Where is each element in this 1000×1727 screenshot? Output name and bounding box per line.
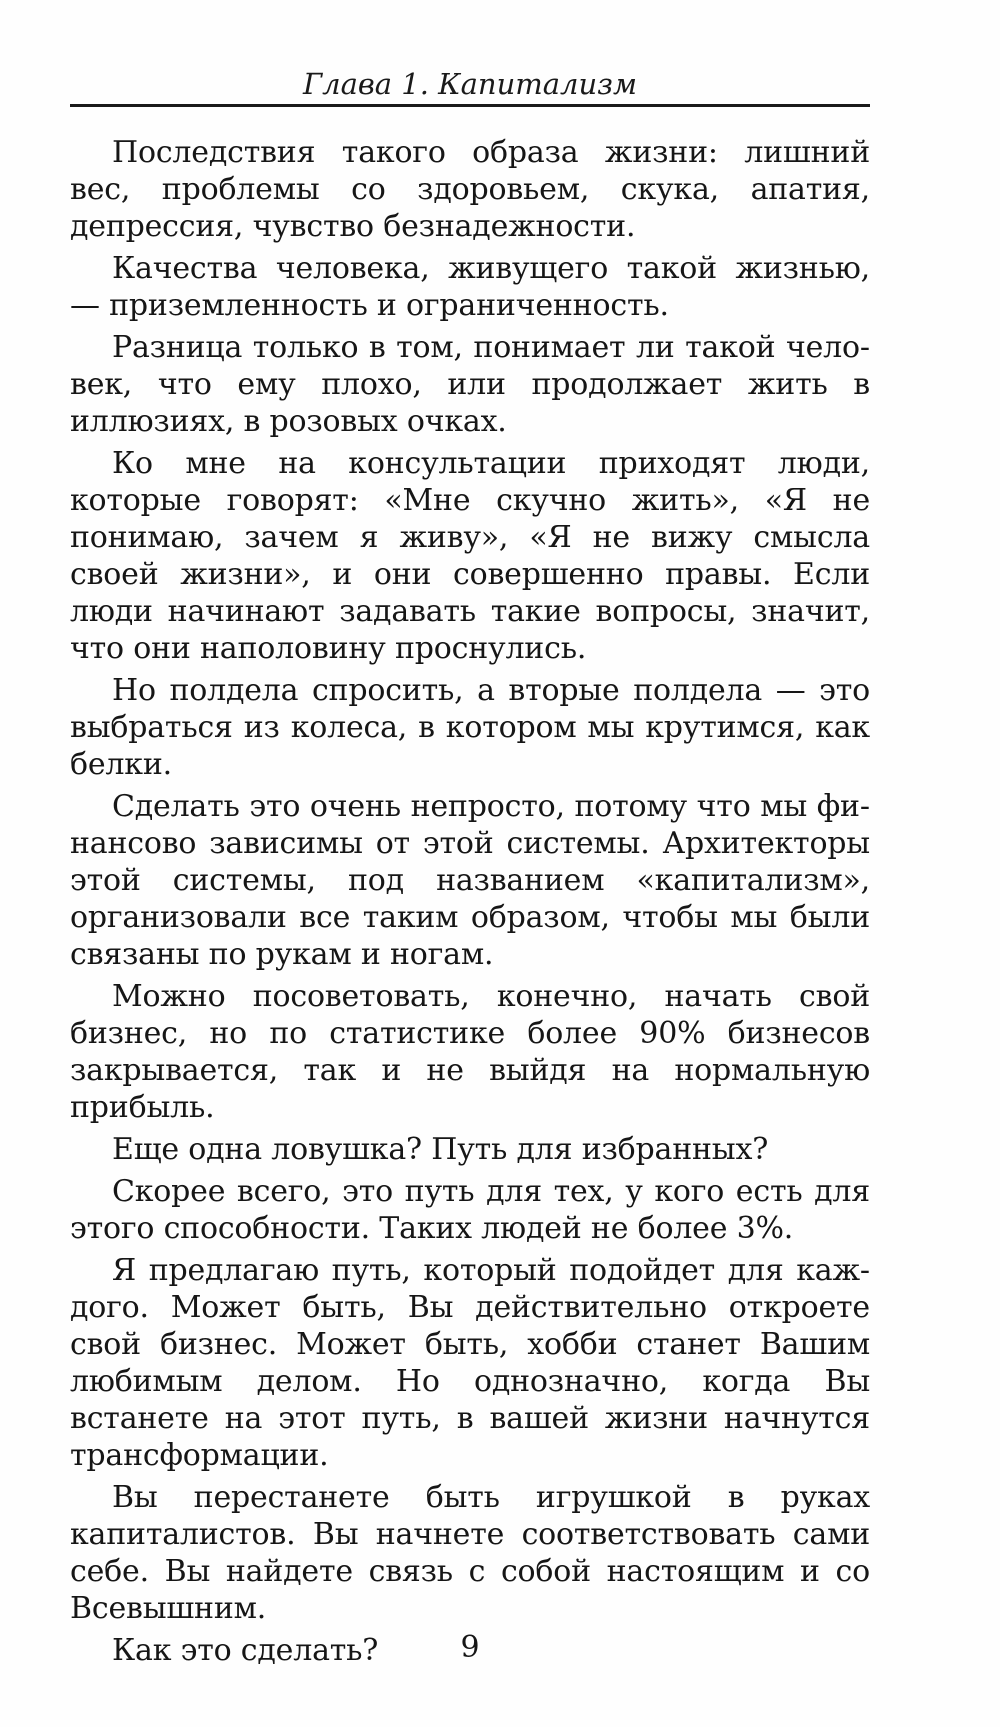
body-text xyxy=(70,134,870,1674)
paragraph: Сделать это очень непросто, потому что мы финансово зависимы от этой системы. Архитекторы этой системы, под названием «капитализм», организовали все таким образом, чтобы мы были связаны по рукам и ногам. xyxy=(70,789,870,972)
page-number: 9 xyxy=(460,1630,480,1665)
paragraph: Разница только в том, понимает ли такой человек, что ему плохо, или продолжает жить в иллюзиях, в розовых очках. xyxy=(70,330,870,439)
paragraph: Вы перестанете быть игрушкой в руках капиталистов. Вы начнете соответствовать сами себе. Вы найдете связь с собой настоящим и со Всевышним. xyxy=(70,1480,870,1626)
paragraph: Я предлагаю путь, который подойдет для каждого. Может быть, Вы действительно откроете свой бизнес. Может быть, хобби станет Вашим любимым делом. Но однозначно, когда Вы встанете на этот путь, в вашей жизни начнутся трансформации. xyxy=(70,1253,870,1473)
paragraph: Последствия такого образа жизни: лишний вес, проблемы со здоровьем, скука, апатия, депрессия, чувство безнадежности. xyxy=(70,135,870,244)
chapter-header: Глава 1. Капитализм xyxy=(302,67,638,101)
header-divider xyxy=(70,104,870,107)
paragraph: Ко мне на консультации приходят люди, которые говорят: «Мне скучно жить», «Я не понимаю, зачем я живу», «Я не вижу смысла своей жизни», и они совершенно правы. Если люди начинают задавать такие вопросы, значит, что они наполовину проснулись. xyxy=(70,446,870,666)
paragraph: Еще одна ловушка? Путь для избранных? xyxy=(112,1132,769,1167)
paragraph: Можно посоветовать, конечно, начать свой бизнес, но по статистике более 90% бизнесов закрывается, так и не выйдя на нормальную прибыль. xyxy=(70,979,870,1125)
paragraph: Качества человека, живущего такой жизнью, — приземленность и ограниченность. xyxy=(70,251,870,323)
paragraph: Как это сделать? xyxy=(112,1633,379,1668)
paragraph: Но полдела спросить, а вторые полдела — это выбраться из колеса, в котором мы крутимся, как белки. xyxy=(70,673,870,782)
paragraph: Скорее всего, это путь для тех, у кого есть для этого способности. Таких людей не более 3%. xyxy=(70,1174,870,1246)
